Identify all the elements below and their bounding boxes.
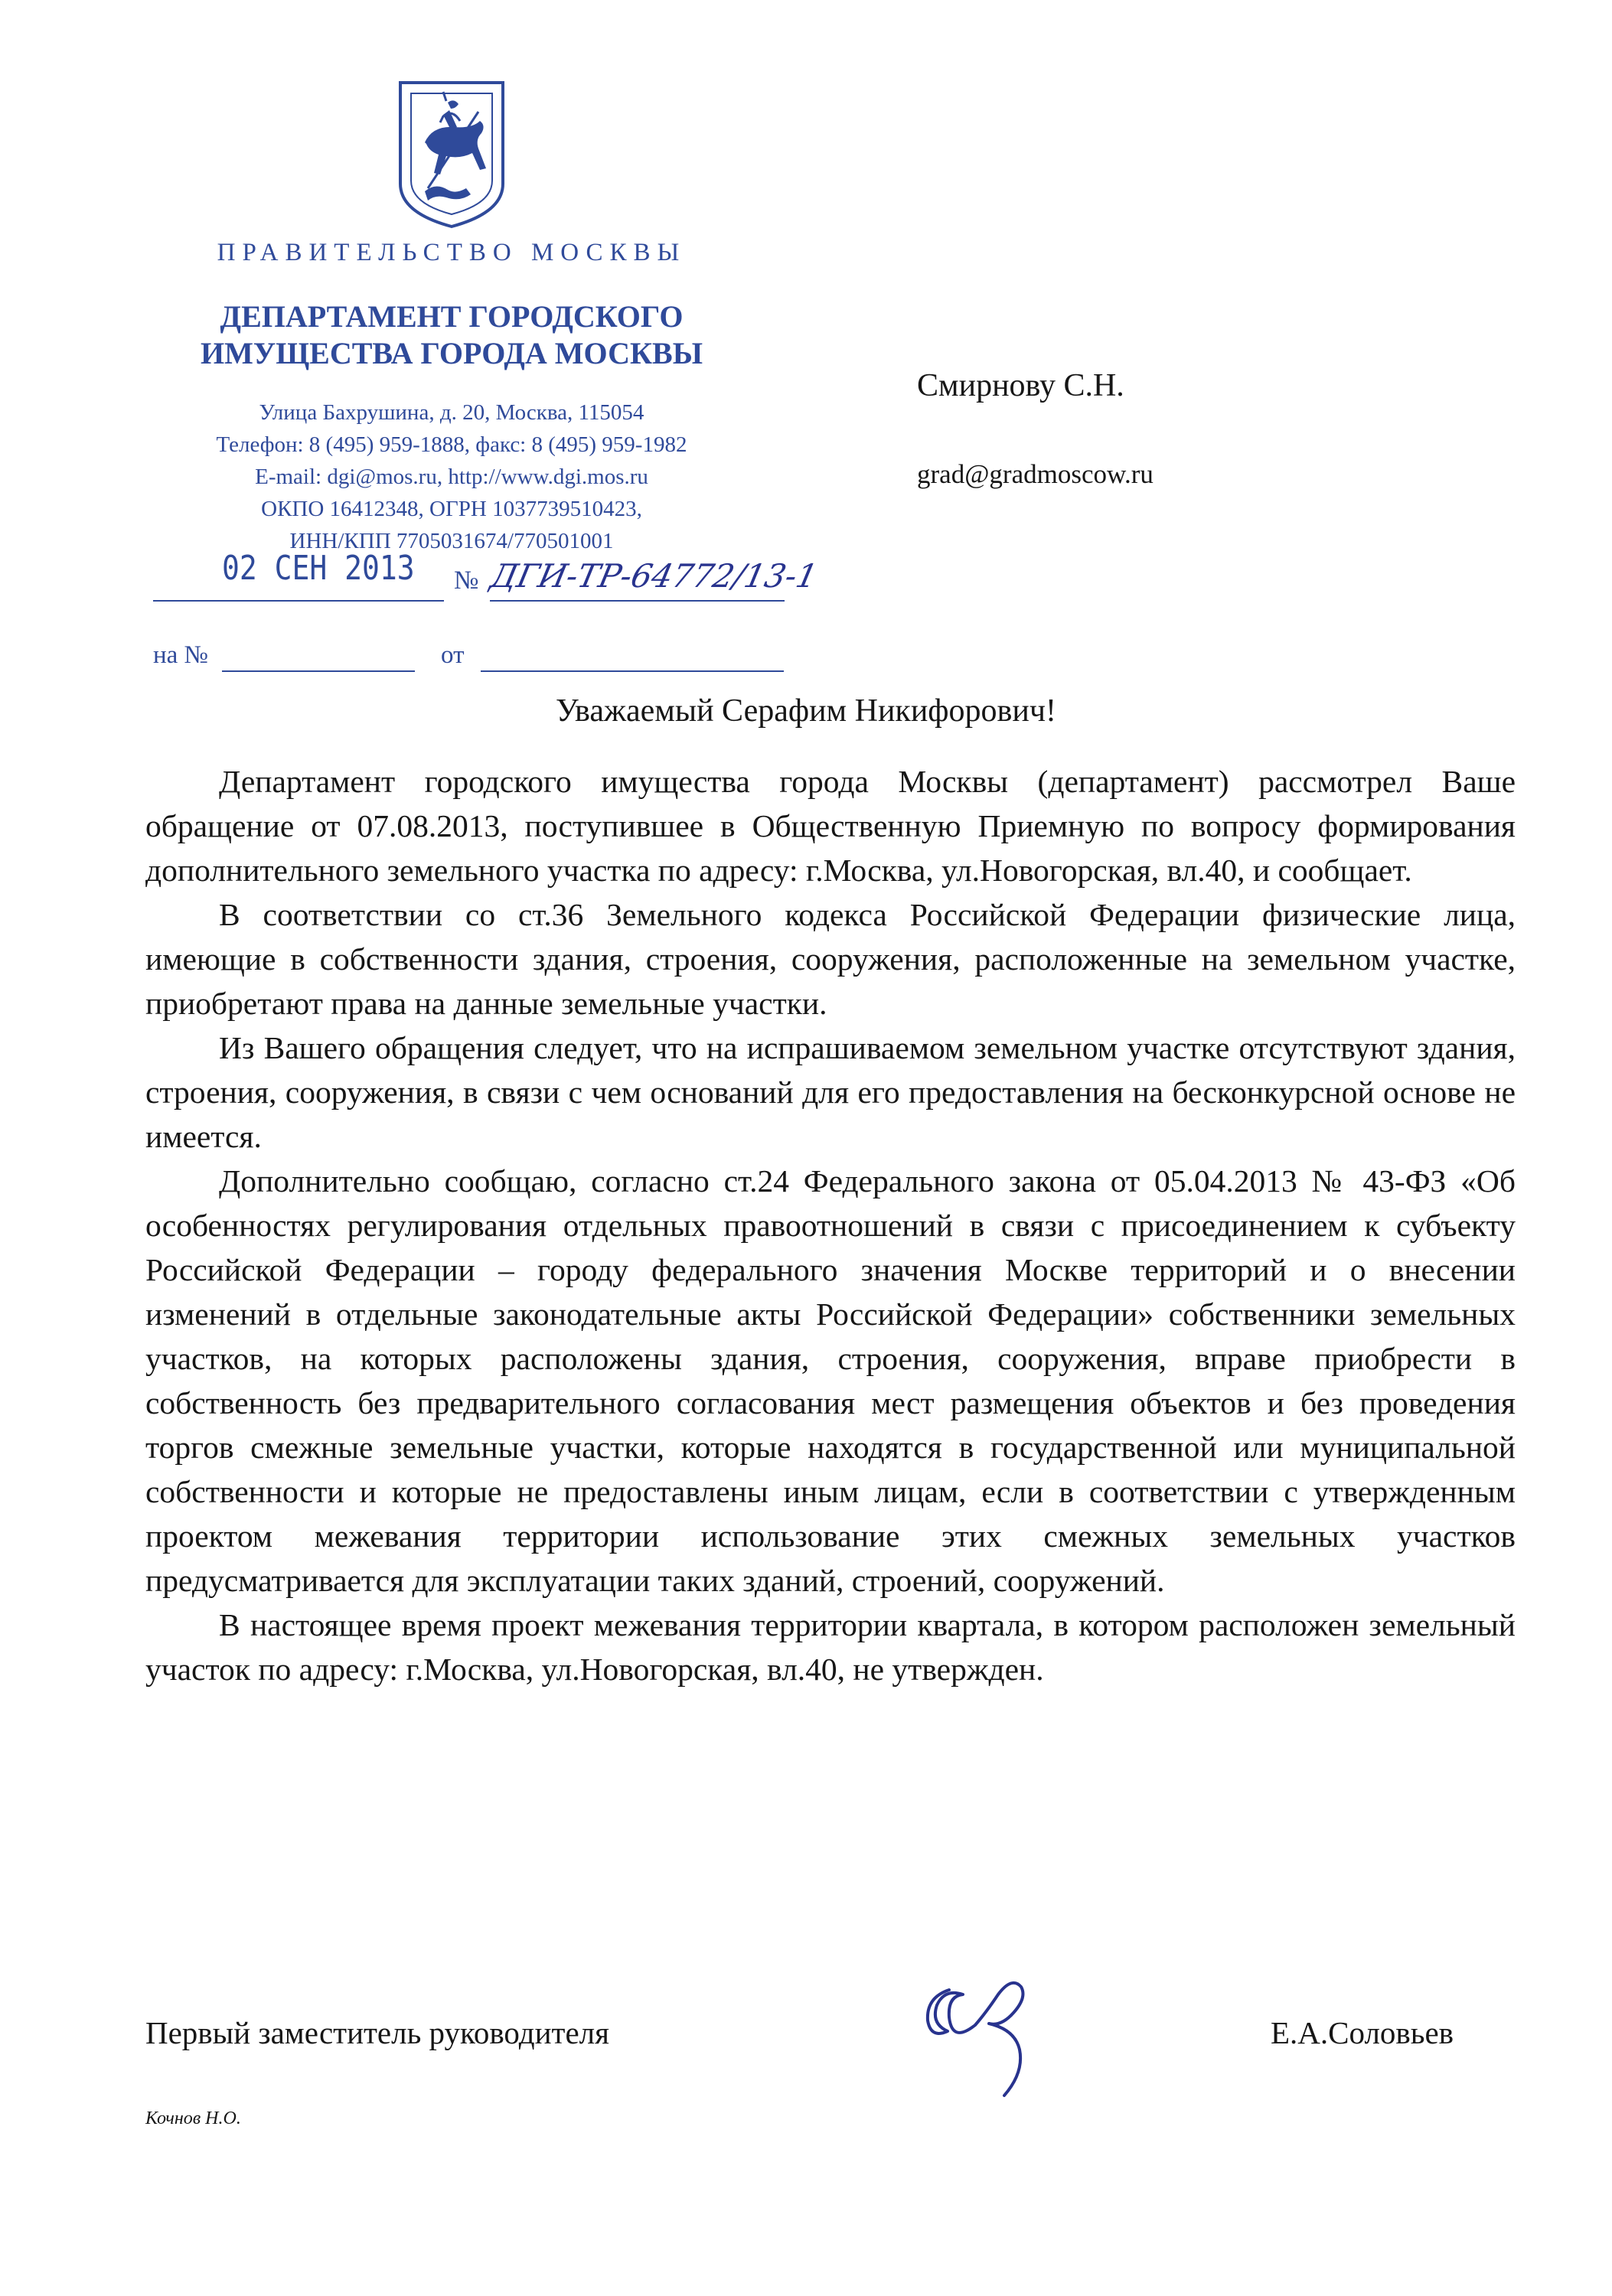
department-name [153,298,750,372]
paragraph: Из Вашего обращения следует, что на испрашиваемом земельном участке отсутствуют здания, строения, сооружения, в связи с чем оснований для его предоставления на бесконкурсной основе не имеется. [145,1030,1516,1154]
paragraph: В настоящее время проект межевания территории квартала, в котором расположен земельный участок по адресу: г.Москва, ул.Новогорская, вл.40, не утвержден. [145,1607,1516,1687]
date-underline [153,600,444,602]
paragraph: Департамент городского имущества города Москвы (департамент) рассмотрел Ваше обращение от 07.08.2013, поступившее в Общественную Приемную по вопросу формирования дополнительного земельного участка по адресу: г.Москва, ул.Новогорская, вл.40, и сообщает. [145,764,1516,888]
department-email-web: E-mail: dgi@mos.ru, http://www.dgi.mos.ru [255,465,648,489]
signer-name: Е.А.Соловьев [1271,2015,1454,2050]
paragraph: В соответствии со ст.36 Земельного кодекса Российской Федерации физические лица, имеющие в собственности здания, строения, сооружения, расположенные на земельном участке, приобретают права на данные земельные участки. [145,897,1516,1021]
department-name-line2: ИМУЩЕСТВА ГОРОДА МОСКВЫ [201,336,703,370]
department-inn-kpp: ИНН/КПП 7705031674/770501001 [289,529,614,553]
department-name-line1: ДЕПАРТАМЕНТ ГОРОДСКОГО [220,299,684,334]
from-label: от [441,641,465,669]
reply-to-underline [222,670,415,672]
signer-title: Первый заместитель руководителя [145,2015,609,2050]
department-contacts [153,396,750,557]
number-underline [490,600,785,602]
department-address: Улица Бахрушина, д. 20, Москва, 115054 [259,400,644,425]
from-underline [481,670,784,672]
executor-name: Кочнов Н.О. [145,2108,241,2128]
number-label: № [454,566,479,595]
recipient-email: grad@gradmoscow.ru [917,459,1154,489]
moscow-coat-of-arms-icon [394,77,509,230]
handwritten-signature-icon [903,1944,1056,2120]
salutation: Уважаемый Серафим Никифорович! [556,693,1056,729]
department-phone: Телефон: 8 (495) 959-1888, факс: 8 (495) 959-1982 [216,432,687,457]
registration-number: ДГИ-ТР-64772/13-1 [487,557,821,595]
recipient-name: Смирнову С.Н. [917,368,1124,403]
department-okpo-ogrn: ОКПО 16412348, ОГРН 1037739510423, [261,497,642,521]
reply-to-label: на № [153,641,209,669]
date-stamp: 02 СЕН 2013 [222,548,415,588]
paragraph: Дополнительно сообщаю, согласно ст.24 Федерального закона от 05.04.2013 № 43-ФЗ «Об особенностях регулирования отдельных правоотношений в связи с присоединением к субъекту Российской Федерации – городу федерального значения Москве территорий и о внесении изменений в отдельные законодательные акты Российской Федерации» собственники земельных участков, на которых расположены здания, строения, сооружения, вправе приобрести в собственность без предварительного согласования мест размещения объектов и без проведения торгов смежные земельные участки, которые находятся в государственной или муниципальной собственности и которые не предоставлены иным лицам, если в соответствии с утвержденным проектом межевания территории использование этих смежных земельных участков предусматривается для эксплуатации таких зданий, строений, сооружений. [145,1163,1516,1598]
government-title: ПРАВИТЕЛЬСТВО МОСКВЫ [217,239,687,266]
letter-body [145,759,1516,1691]
